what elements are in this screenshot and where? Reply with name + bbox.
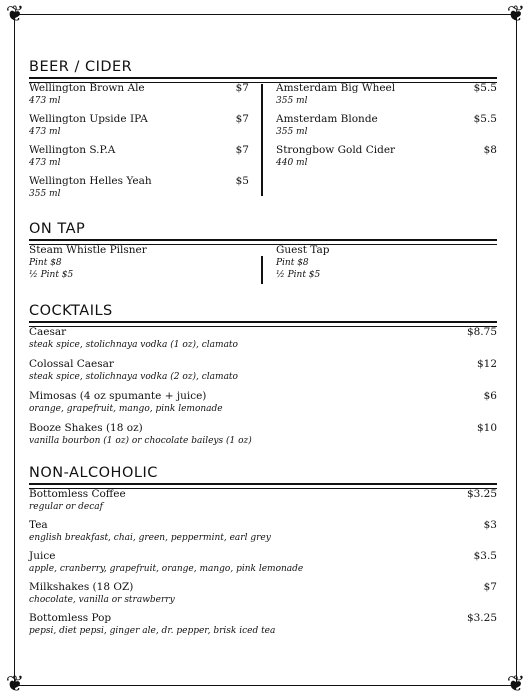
item-description: english breakfast, chai, green, peppermint, earl grey bbox=[29, 533, 271, 543]
corner-ornament-icon: ❦ bbox=[5, 2, 25, 27]
item-price: $7 bbox=[235, 113, 249, 125]
cocktails-list bbox=[29, 326, 497, 450]
section-title: ON TAP bbox=[29, 221, 86, 237]
item-name: Booze Shakes (18 oz) bbox=[29, 422, 143, 434]
item-name: Colossal Caesar bbox=[29, 358, 114, 370]
beer-right-column bbox=[276, 82, 497, 202]
item-name: Amsterdam Blonde bbox=[276, 113, 378, 125]
item-name: Wellington Upside IPA bbox=[29, 113, 148, 125]
item-price: $6 bbox=[483, 390, 497, 402]
menu-item bbox=[276, 82, 497, 107]
item-description: 355 ml bbox=[29, 189, 61, 199]
menu-item bbox=[29, 144, 249, 169]
item-name: Caesar bbox=[29, 326, 67, 338]
item-price: $3.5 bbox=[473, 550, 497, 562]
section-beer-cider bbox=[29, 58, 497, 199]
item-name: Guest Tap bbox=[276, 244, 330, 256]
item-description: 355 ml bbox=[276, 96, 308, 106]
menu-item bbox=[29, 390, 497, 415]
item-name: Milkshakes (18 OZ) bbox=[29, 581, 134, 593]
menu-item bbox=[29, 519, 497, 544]
item-description: chocolate, vanilla or strawberry bbox=[29, 595, 175, 605]
item-description: regular or decaf bbox=[29, 502, 103, 512]
item-name: Amsterdam Big Wheel bbox=[276, 82, 396, 94]
menu-item bbox=[276, 113, 497, 138]
menu-item bbox=[29, 422, 497, 447]
item-price: $3.25 bbox=[466, 612, 497, 624]
item-description: ½ Pint $5 bbox=[29, 270, 74, 280]
item-name: Juice bbox=[29, 550, 56, 562]
menu-item bbox=[29, 488, 497, 513]
item-price: $5.5 bbox=[473, 82, 497, 94]
item-name: Bottomless Coffee bbox=[29, 488, 126, 500]
section-title: COCKTAILS bbox=[29, 303, 113, 319]
menu-item bbox=[29, 82, 249, 107]
corner-ornament-icon: ❦ bbox=[506, 672, 526, 697]
item-description: 473 ml bbox=[29, 96, 61, 106]
item-description: orange, grapefruit, mango, pink lemonade bbox=[29, 404, 223, 414]
item-description: 440 ml bbox=[276, 158, 308, 168]
item-description: steak spice, stolichnaya vodka (1 oz), clamato bbox=[29, 340, 238, 350]
item-description: 473 ml bbox=[29, 158, 61, 168]
menu-item bbox=[29, 550, 497, 575]
menu-item bbox=[29, 113, 249, 138]
item-description: steak spice, stolichnaya vodka (2 oz), clamato bbox=[29, 372, 238, 382]
item-name: Wellington Brown Ale bbox=[29, 82, 145, 94]
corner-ornament-icon: ❦ bbox=[5, 672, 25, 697]
menu-item bbox=[29, 175, 249, 200]
item-price: $7 bbox=[235, 82, 249, 94]
item-name: Mimosas (4 oz spumante + juice) bbox=[29, 390, 207, 402]
non-alcoholic-list bbox=[29, 488, 497, 648]
item-description: apple, cranberry, grapefruit, orange, mango, pink lemonade bbox=[29, 564, 304, 574]
item-price: $5.5 bbox=[473, 113, 497, 125]
item-price: $3 bbox=[483, 519, 497, 531]
section-title: NON-ALCOHOLIC bbox=[29, 465, 158, 481]
item-description: pepsi, diet pepsi, ginger ale, dr. pepper, brisk iced tea bbox=[29, 626, 276, 636]
column-divider bbox=[261, 256, 263, 284]
item-description: 355 ml bbox=[276, 127, 308, 137]
corner-ornament-icon: ❦ bbox=[506, 2, 526, 27]
section-title: BEER / CIDER bbox=[29, 59, 133, 75]
menu-item bbox=[276, 144, 497, 169]
section-on-tap bbox=[29, 220, 497, 280]
tap-left-column bbox=[29, 244, 249, 284]
menu-item bbox=[29, 244, 249, 281]
item-name: Wellington Helles Yeah bbox=[29, 175, 152, 187]
item-price: $7 bbox=[235, 144, 249, 156]
column-divider bbox=[261, 84, 263, 196]
section-cocktails bbox=[29, 302, 497, 446]
item-price: $7 bbox=[483, 581, 497, 593]
item-description: Pint $8 bbox=[276, 258, 309, 268]
item-name: Bottomless Pop bbox=[29, 612, 112, 624]
beer-left-column bbox=[29, 82, 249, 202]
item-description: Pint $8 bbox=[29, 258, 62, 268]
item-name: Steam Whistle Pilsner bbox=[29, 244, 147, 256]
menu-item bbox=[29, 581, 497, 606]
item-price: $5 bbox=[235, 175, 249, 187]
menu-item bbox=[276, 244, 497, 281]
item-description: ½ Pint $5 bbox=[276, 270, 321, 280]
tap-right-column bbox=[276, 244, 497, 284]
section-non-alcoholic bbox=[29, 464, 497, 636]
item-price: $10 bbox=[476, 422, 497, 434]
item-name: Tea bbox=[29, 519, 48, 531]
menu-item bbox=[29, 326, 497, 351]
item-description: vanilla bourbon (1 oz) or chocolate baileys (1 oz) bbox=[29, 436, 252, 446]
menu-item bbox=[29, 612, 497, 637]
item-price: $8 bbox=[483, 144, 497, 156]
item-price: $12 bbox=[476, 358, 497, 370]
menu-item bbox=[29, 358, 497, 383]
item-price: $8.75 bbox=[466, 326, 497, 338]
item-description: 473 ml bbox=[29, 127, 61, 137]
item-name: Strongbow Gold Cider bbox=[276, 144, 396, 156]
item-name: Wellington S.P.A bbox=[29, 144, 116, 156]
item-price: $3.25 bbox=[466, 488, 497, 500]
